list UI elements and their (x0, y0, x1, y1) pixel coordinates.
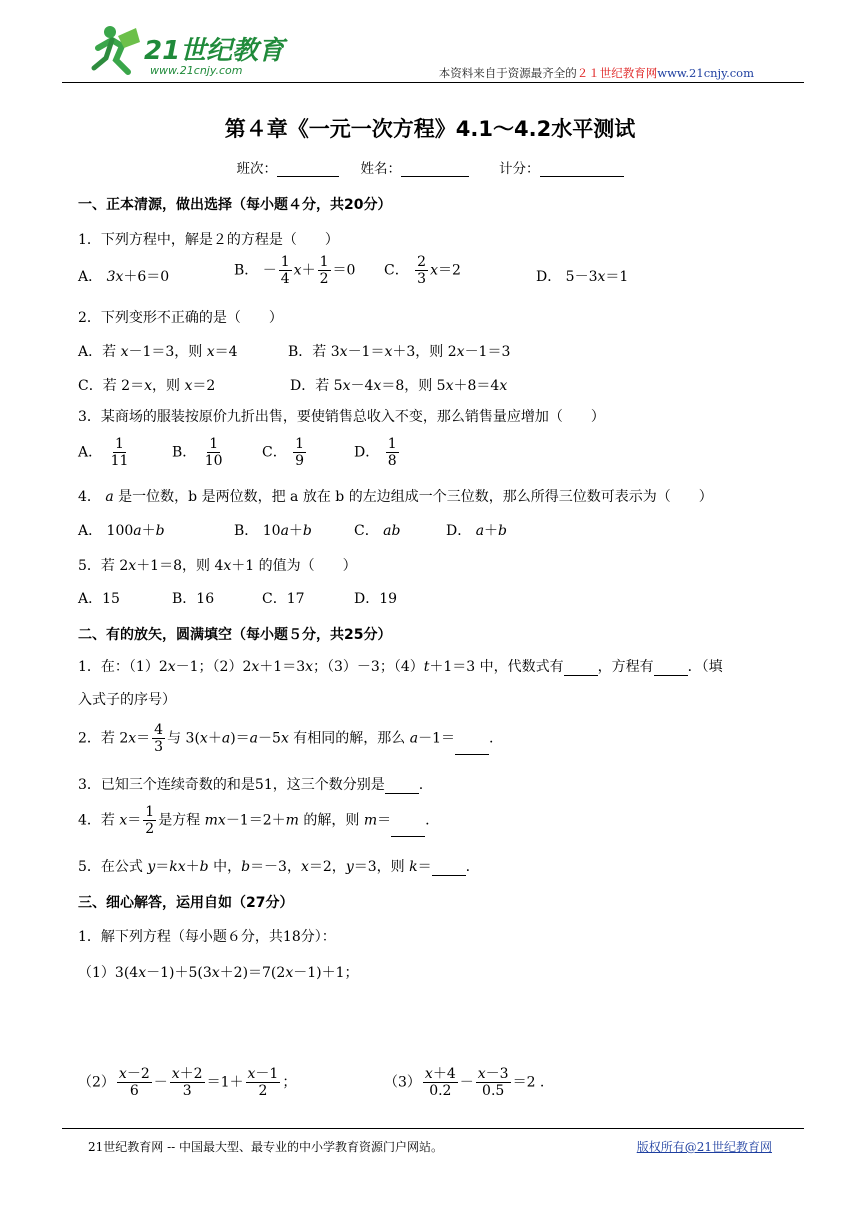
s1-q2-option-a: A．若 x－1＝3，则 x＝4 (78, 344, 238, 360)
page-title: 第４章《一元一次方程》4.1～4.2水平测试 (224, 117, 636, 141)
section-2-heading: 二、有的放矢，圆满填空（每小题５分，共25分） (78, 627, 392, 643)
s3-equation-2: （2） $\frac{x-2}{6}$ － $\frac{x+2}{3}$ ＝1＋ $\frac{x-1}{2}$ ； (78, 1066, 297, 1100)
site-logo (88, 20, 288, 84)
s1-q5-option-b: B．16 (172, 591, 215, 607)
s2-question-2: 2．若 2x＝ $\frac{4}{3}$ 与 3(x＋a)＝a－5x 有相同的解，那么 a－1＝ . (78, 722, 494, 756)
header-note: 本资料来自于资源最齐全的２１世纪教育网www.21cnjy.com (438, 66, 754, 80)
logo-url: www.21cnjy.com (150, 64, 243, 77)
s3-equation-3: （3） $\frac{x+4}{0.2}$ － $\frac{x-3}{0.5}$ ＝2 . (384, 1066, 545, 1100)
s1-q5-option-d: D．19 (354, 591, 398, 607)
s1-question-5: 5．若 2x＋1＝8，则 4x＋1 的值为（ ） (78, 558, 357, 574)
logo-text: 21世纪教育 (144, 36, 285, 66)
s1-q3-option-d: D． $\frac{1}{8}$ (354, 436, 397, 470)
s3-equation-1: （1）3(4x－1)＋5(3x＋2)＝7(2x－1)＋1； (78, 965, 359, 981)
s1-q3-option-c: C． $\frac{1}{9}$ (262, 436, 305, 470)
header-divider (62, 82, 804, 83)
header-url-link[interactable]: www.21cnjy.com (657, 66, 754, 80)
s1-question-4: 4． a 是一位数，b 是两位数，把 a 放在 b 的左边组成一个三位数，那么所得三位数可表示为（ ） (78, 489, 713, 505)
s1-q1-option-c: C． $\frac{2}{3}$ x＝2 (384, 254, 461, 288)
s2-question-4: 4．若 x＝ $\frac{1}{2}$ 是方程 mx－1＝2＋m 的解，则 m＝ . (78, 804, 430, 838)
footer-text: 21世纪教育网 -- 中国最大型、最专业的中小学教育资源门户网站。 (88, 1140, 444, 1154)
s1-q4-option-c: C． ab (354, 523, 401, 539)
footer-divider (62, 1128, 804, 1129)
s1-q2-option-b: B．若 3x－1＝x＋3，则 2x－1＝3 (288, 344, 511, 360)
s1-q4-option-b: B． 10a＋b (234, 523, 312, 539)
header-site-link[interactable]: ２１世纪教育网 (576, 66, 658, 80)
s1-question-1: 1．下列方程中，解是２的方程是（ ） (78, 232, 339, 248)
student-info-line: 班次： 姓名： 计分： (0, 157, 860, 177)
s1-q2-option-c: C．若 2＝x，则 x＝2 (78, 378, 216, 394)
s1-q3-option-b: B． $\frac{1}{10}$ (172, 436, 223, 470)
s1-q1-option-b: B． － $\frac{1}{4}$ x＋ $\frac{1}{2}$ ＝0 (234, 254, 356, 288)
s1-q4-option-d: D． a＋b (446, 523, 508, 539)
footer-copyright-link[interactable]: 版权所有@21世纪教育网 (636, 1140, 772, 1154)
s2-question-1-cont: 入式子的序号） (78, 692, 176, 708)
s3-question-1: 1．解下列方程（每小题６分，共18分）： (78, 929, 336, 945)
s1-q4-option-a: A． 100a＋b (78, 523, 165, 539)
section-3-heading: 三、细心解答，运用自如（27分） (78, 895, 294, 911)
s1-q1-option-a: A． 3x＋6＝0 (78, 269, 170, 285)
s1-question-2: 2．下列变形不正确的是（ ） (78, 310, 283, 326)
s1-q3-option-a: A． $\frac{1}{11}$ (78, 436, 129, 470)
s1-question-3: 3．某商场的服装按原价九折出售，要使销售总收入不变，那么销售量应增加（ ） (78, 409, 605, 425)
s2-question-1: 1．在：（1）2x－1；（2）2x＋1＝3x；（3）－3；（4）t＋1＝3 中，代数式有 ，方程有 ．（填 (78, 659, 723, 675)
s1-q1-option-d: D． 5－3x＝1 (536, 269, 629, 285)
s2-question-3: 3．已知三个连续奇数的和是51，这三个数分别是 . (78, 777, 424, 793)
s1-q2-option-d: D．若 5x－4x＝8，则 5x＋8＝4x (290, 378, 508, 394)
s2-question-5: 5．在公式 y＝kx＋b 中，b＝－3，x＝2，y＝3，则 k＝ . (78, 859, 471, 875)
s1-q5-option-a: A．15 (78, 591, 120, 607)
section-1-heading: 一、正本清源，做出选择（每小题４分，共20分） (78, 197, 392, 213)
s1-q5-option-c: C．17 (262, 591, 305, 607)
